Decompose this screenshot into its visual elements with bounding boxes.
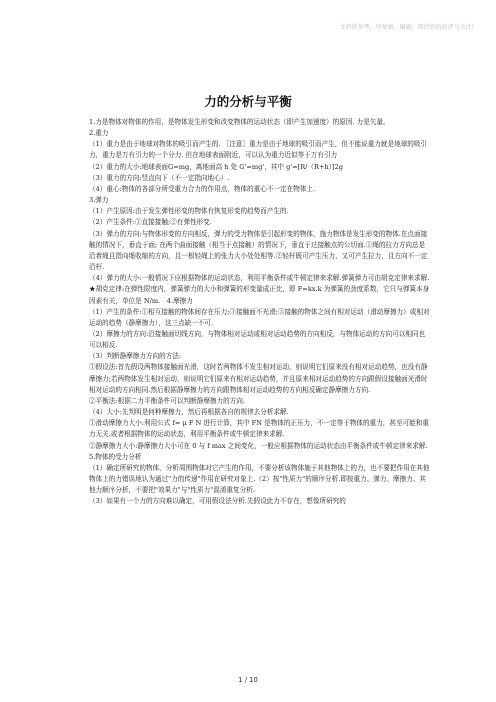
paragraph: （1）重力是由于地球对物体的吸引而产生的. ［注意］重力是由于地球的吸引而产生，但不能说重力就是地球的吸引力，重力是万有引力的一个分力. 但在地球表面附近，可以认为重力近似等于万有引力 xyxy=(89,140,428,160)
paragraph: （3）如果有一个力的方向难以确定，可用假设法分析.先假设此力不存在，想像所研究的 xyxy=(89,497,346,506)
section-heading: 2.重力 xyxy=(89,129,109,138)
paragraph: ★胡克定律:在弹性限度内，弹簧弹力的大小和弹簧的形变量成正比，即 F=kx.k 为弹簧的劲度系数，它只与弹簧本身因素有关，单位是 N/m. 4.摩擦力 xyxy=(89,285,430,305)
watermark-text: 文档供参考，可复制、编辑，期待您的好评与关注! xyxy=(339,24,474,31)
section-heading: 5.物体的受力分析 xyxy=(89,452,142,461)
page-number: 1 / 10 xyxy=(238,676,258,684)
section-heading: 3.弹力 xyxy=(89,196,109,205)
document-body xyxy=(89,117,431,507)
paragraph: ②静摩擦力大小:静摩擦力大小可在 0 与 f max 之间变化，一般应根据物体的运动状态由平衡条件或牛顿定律来求解. xyxy=(89,441,428,450)
paragraph: （2）重力的大小:地球表面G=mg，离地面高 h 处 G'=mg'，其中 g'=[R/（R+h）]2g xyxy=(89,162,344,171)
paragraph: （2）摩擦力的方向:沿接触面切线方向，与物体相对运动或相对运动趋势的方向相反，与物体运动的方向可以相同也可以相反. xyxy=(89,329,426,350)
paragraph: （1）确定所研究的物体，分析周围物体对它产生的作用，不要分析该物体施于其他物体上的力，也不要把作用在其他物体上的力错误地认为通过"力的传递"作用在研究对象上.（2）按"性质力"的顺序分析.即按重力、弹力、摩擦力、其他力顺序分析，不要把"效果力"与"性质力"混淆重复分析. xyxy=(89,463,430,495)
paragraph: （4）弹力的大小:一般情况下应根据物体的运动状态，利用平衡条件或牛顿定律来求解.弹簧弹力可由胡克定律来求解. xyxy=(89,274,430,283)
paragraph: （2）产生条件:①直接接触;②有弹性形变. xyxy=(89,218,212,227)
paragraph: ①滑动摩擦力大小:利用公式 f= μ F N 进行计算，其中 FN 是物体的正压力，不一定等于物体的重力，甚至可能和重力无关.或者根据物体的运动状态，利用平衡条件或牛顿定律来求解. xyxy=(89,419,429,439)
paragraph: （4）重心:物体的各部分所受重力合力的作用点，物体的重心不一定在物体上. xyxy=(89,184,316,193)
paragraph: （3）重力的方向:竖直向下（不一定指向地心）. xyxy=(89,173,230,182)
paragraph: （3）判断静摩擦力方向的方法: xyxy=(89,352,182,361)
paragraph: ①假设法:首先假设两物体接触面光滑，这时若两物体不发生相对运动，则说明它们原来没有相对运动趋势，也没有静摩擦力;若两物体发生相对运动，则说明它们原来有相对运动趋势，并且原来相对运动趋势的方向跟假设接触面光滑时相对运动的方向相同.然后根据静摩擦力的方向跟物体相对运动趋势的方向相反确定静摩擦力方向. xyxy=(89,363,428,394)
paragraph: （4）大小:先判明是何种摩擦力，然后再根据各自的规律去分析求解. xyxy=(89,408,289,417)
paragraph: ②平衡法:根据二力平衡条件可以判断静摩擦力的方向. xyxy=(89,396,245,405)
paragraph: （3）弹力的方向:与物体形变的方向相反，弹力的受力物体是引起形变的物体，施力物体是发生形变的物体.在点面接触的情况下，垂直于面; 在两个曲面接触（相当于点接触）的情况下，垂直于过接触点的公切面.①绳的拉力方向总是沿着绳且指向绳收缩的方向，且一根轻绳上的张力大小处处相等.②轻杆既可产生压力，又可产生拉力，且方向不一定沿杆. xyxy=(89,229,428,272)
paragraph: 1.力是物体对物体的作用，是物体发生形变和改变物体的运动状态（即产生加速度）的原因. 力是矢量。 xyxy=(89,118,390,126)
document-title: 力的分析与平衡 xyxy=(204,94,292,109)
paragraph: （1）产生的条件:①相互接触的物体间存在压力;③接触面不光滑;③接触的物体之间有相对运动（滑动摩擦力）或相对运动的趋势（静摩擦力），这三点缺一不可. xyxy=(89,307,430,327)
paragraph: （1）产生原因:由于发生弹性形变的物体有恢复形变的趋势而产生的. xyxy=(89,207,289,216)
